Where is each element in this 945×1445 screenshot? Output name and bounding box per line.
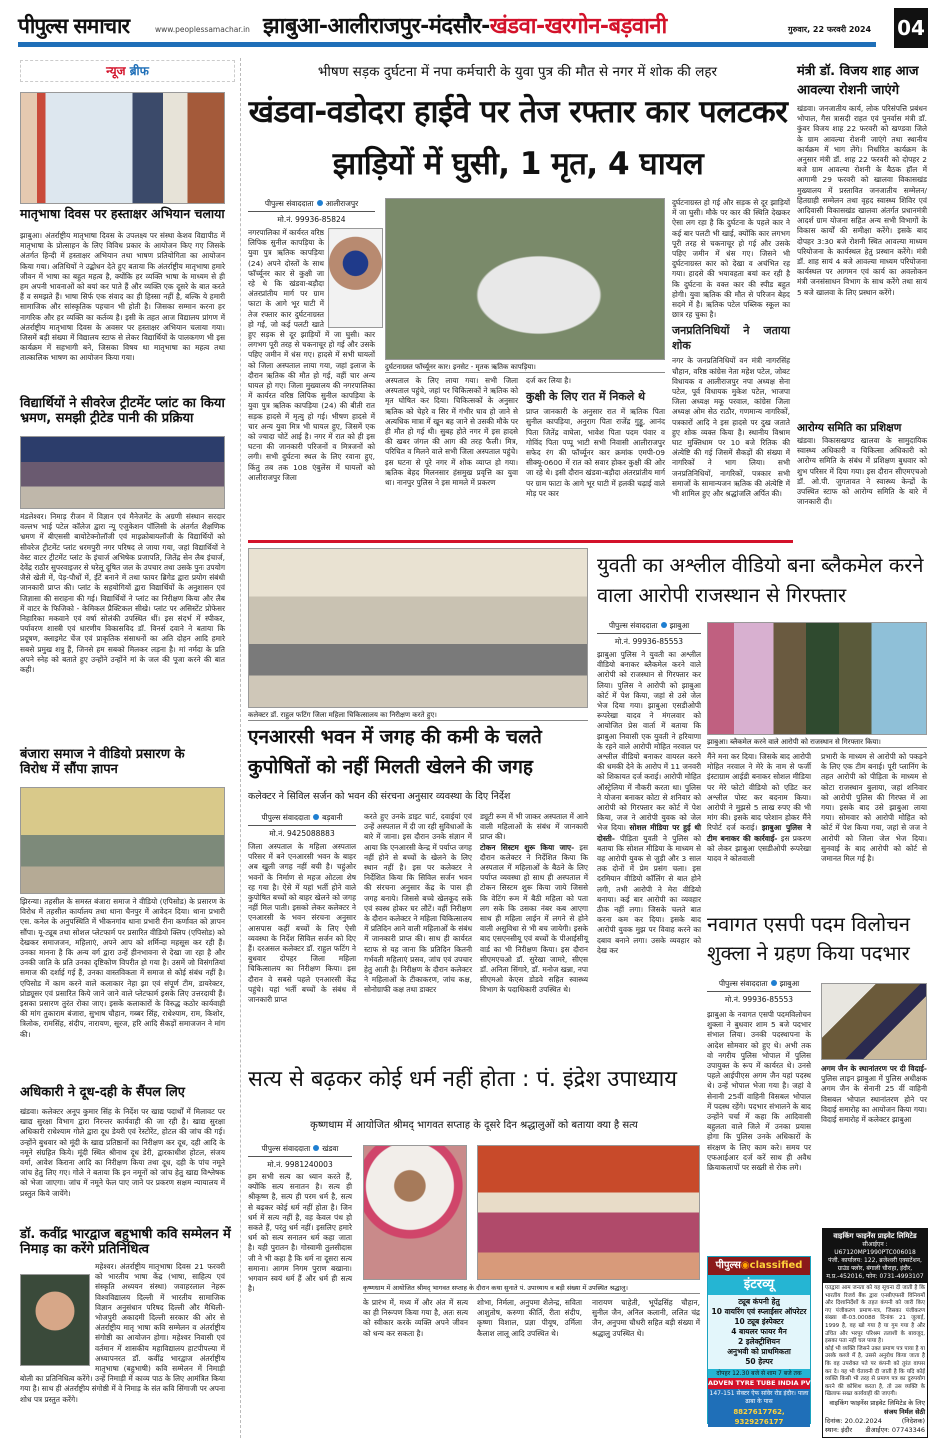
nrc-headline: एनआरसी भवन में जगह की कमी के चलते कुपोषितों को नहीं मिलती खेलने की जगह xyxy=(248,726,542,778)
byline-reporter: पीपुल्स संवाददाता xyxy=(261,1144,311,1153)
bullet-icon xyxy=(313,814,319,820)
photo-kavindra-bhardwaj xyxy=(20,1274,90,1366)
sp-col-2-text: पुलिस लाइन झाबुआ में पुलिस अधीक्षक अगम जैन के सेनानी 25 वीं वाहिनी विसबल भोपाल स्थानांतरण होने पर विदाई समारोह का आयोजन किया गया। विदाई समारोह में कलेक्टर झाबुआ xyxy=(821,1074,927,1125)
classified-line: 10 वायरिंग एवं स्प्लाईसर ऑपरेटर xyxy=(711,1307,807,1316)
classified-line: ट्यूब कंपनी हेतु xyxy=(738,1297,780,1306)
bullet-icon xyxy=(771,980,777,986)
lead-col-3 xyxy=(526,376,665,536)
byline-phone: मो.नं. 99936-85824 xyxy=(248,211,375,225)
notice-header xyxy=(823,1229,927,1283)
subhead-kukshi: कुक्षी के लिए रात में निकले थे xyxy=(526,390,646,404)
photo-devotees-crowd xyxy=(477,1145,700,1280)
bhagwat-col-4: नारायण चाहेती, भूपेंद्रसिंह चौहान, सुनील जैन, अनिल कलानी, ललित चंद्र जैन, अनुपमा चौधरी सहित बड़ी संख्या में श्रद्धालु उपस्थित थे। xyxy=(592,1298,700,1338)
classified-lines xyxy=(708,1295,810,1369)
blackmail-col-2 xyxy=(707,752,811,904)
notice-signatory: संजय निर्मल सेठी xyxy=(884,1408,925,1416)
body-kavi-sammelan xyxy=(20,1262,225,1432)
notice-date: दिनांक: 20.02.2024 xyxy=(825,1417,882,1425)
bullet-icon xyxy=(313,1145,319,1151)
notice-cin: सीआईएन : U67120MP1990PTC006018 xyxy=(834,1241,916,1256)
sp-byline xyxy=(707,978,811,1005)
sp-col-2 xyxy=(821,1064,927,1224)
notice-role: (निदेशक) xyxy=(901,1417,925,1425)
lead-headline: खंडवा-वडोदरा हाईवे पर तेज रफ्तार कार पलटकर झाड़ियों में घुसी, 1 मृत, 4 घायल xyxy=(248,86,788,194)
nrc-col-1: जिला अस्पताल के महिला अस्पताल परिसर में बने एनआरसी भवन के बाहर अब खुली जगह नहीं बची है। चहुंओर भवनों के निर्माण से महज ओटला शेष रह गया है। ऐसे में यहां भर्ती होने वाले कुपोषित बच्चों को बाहर खेलने को जगह नहीं मिल पाती। इसको लेकर कलेक्टर ने एनआरसी के भवन संरचना अनुसार आसपास कहीं बच्चों के लिए ऐसी व्यवस्था के निर्देश सिविल सर्जन को दिए हैं। दरअसल कलेक्टर डॉ. राहुल फटिंग ने बुधवार दोपहर जिला महिला चिकित्सालय का निरीक्षण किया। इस दौरान वे सबसे पहले एनआरसी केंद्र पहुंचे। यहां भर्ती बच्चों के संबंध में जानकारी प्राप्त xyxy=(248,842,356,1005)
issue-date: गुरुवार, 22 फरवरी 2024 xyxy=(788,25,872,34)
photo-pandit-upadhyay xyxy=(363,1145,467,1280)
lead-col-3-text: प्राप्त जानकारी के अनुसार रात में ऋतिक पिता सुनील कापड़िया, अनुराग पिता राजेंद्र गुड्डू, आनंद पिता जितेंद्र वाघेला, भावेश पिता पदम पंवार व गोविंद पिता पप्पू भाटी सभी निवासी आलीराजपुर सफेद रंग की फॉर्च्यूनर कार क्रमांक एमपी-09 सीक्यू-0600 में रात को सवार होकर कुक्षी की ओर जा रहे थे। इसी दौरान खंडवा-बड़ौदा अंतरप्रांतीय मार्ग पर ग्राम फाटा के आगे भूर घाटी में हलकी चढ़ाई वाले मोड़ पर कार xyxy=(526,407,665,498)
sidebar-sub-body: खंडवा। विकासखण्ड खालवा के सामुदायिक स्वास्थ्य अधिकारी व चिकित्सा अधिकारी को आरोग्य समिति के संबंध में प्रशिक्षण बुधवार को शुभ परिसर में दिया गया। इस दौरान सीएमएचओ डॉ. ओ.पी. जुगतावत ने स्वास्थ्य केन्द्रों के उपस्थित स्टाफ को आरोग्य समिति के बारे में जानकारी दी। xyxy=(797,436,927,507)
bhagwat-col-3: शोभा, निर्मला, अनुपमा शैलेन्द्र, सविता आशुतोष, करुणा कीर्ति, रीता संदीप, कृष्णा विशाल, प्रज्ञा पीयूष, उर्मिला कैलाश लालू आदि उपस्थित थे। xyxy=(477,1298,582,1338)
notice-address: पंजी. कार्यालय: 122, ब्रजेश्वरी एक्सटेंशन, ग्राउंड फ्लोर, बंगाली चौराहा, इंदौर, म.प्र.-452016, फोन: 0731-4993107 xyxy=(826,1257,924,1280)
notice-for-line: वाइकिंग फाइनेंस प्राइवेट लिमिटेड के लिए xyxy=(829,1399,925,1407)
lead-col-1 xyxy=(248,228,375,536)
headline-matribhasha: मातृभाषा दिवस पर हस्ताक्षर अभियान चलाया xyxy=(20,206,225,221)
nrc-photo-caption: कलेक्टर डॉ. राहुल फटिंग जिला महिला चिकित्सालय का निरीक्षण करते हुए। xyxy=(248,710,588,721)
classified-interview-title: इंटरव्यू xyxy=(708,1275,810,1295)
photo-banjara-memorandum xyxy=(20,787,225,894)
notice-company: वाइकिंग फाइनेंस प्राइवेट लिमिटेड xyxy=(833,1232,917,1240)
byline-phone: मो.नं. 9981240003 xyxy=(248,1156,352,1170)
nrc-col-3 xyxy=(480,812,588,1038)
classified-ad xyxy=(707,1256,831,1426)
photo-signature-campaign xyxy=(20,92,225,204)
section-rule xyxy=(248,540,793,543)
bhagwat-col-1: हम सभी सत्य का ध्यान करते हैं, क्योंकि सत्य सनातन है। सत्य ही श्रीकृष्ण है, सत्य ही परम धर्म है, सत्य से बढ़कर कोई धर्म नहीं होता है। जिन धर्म में सत्य नहीं है, वह केवल पंथ हो सकते हैं, परंतु धर्म नहीं। इसलिए हमारे धर्म को सत्य सनातन धर्म कहा जाता है। यही पुरातन है। गोस्वामी तुलसीदास जी ने भी कहा है कि धर्म ना दूसरा सत्य समाना। आगम निगम पुराण बखाना। भगवान स्वयं धर्म हैं और धर्म ही सत्य है। xyxy=(248,1172,352,1294)
bhagwat-col-2: के प्रारंभ में, मध्य में और अंत में सत्य का ही निरूपण किया गया है, अतः सत्य को स्वीकार करके व्यक्ति अपने जीवन को धन्य कर सकता है। xyxy=(363,1298,468,1338)
legal-notice xyxy=(822,1228,928,1438)
blackmail-photo-caption: झाबुआ। ब्लैकमेल करने वाले आरोपी को राजस्थान से गिरफ्तार किया। xyxy=(707,737,927,748)
nrc-subhead: कलेक्टर ने सिविल सर्जन को भवन की संरचना अनुसार व्यवस्था के दिए निर्देश xyxy=(248,791,511,802)
notice-body-para: कोई भी व्यक्ति जिसने उक्त प्रमाण पत्र पाया है या उसके कब्जे में है, उससे अनुरोध किया जाता है कि वह उपरोक्त पते पर कंपनी को तुरंत वापस कर दे। यह भी चेतावनी दी जाती है कि यदि कोई व्यक्ति किसी भी तरह से प्रमाण पत्र का दुरुपयोग करने की कोशिश करता है, तो उस व्यक्ति के खिलाफ सख्त कार्यवाही की जाएगी। xyxy=(825,1345,925,1398)
lead-col-3-lead: दर्ज कर लिया है। xyxy=(526,376,572,385)
headline-milk-samples: अधिकारी ने दूध-दही के सैंपल लिए xyxy=(20,1085,185,1100)
body-milk-samples: खंडवा। कलेक्टर अनूप कुमार सिंह के निर्देश पर खाद्य पदार्थों में मिलावट पर खाद्य सुरक्षा विभाग द्वारा निरन्तर कार्यवाही की जा रही है। खाद्य सुरक्षा अधिकारी राधेश्याम गोले द्वारा दूध डेयरी एवं रेस्टोरेंट, होटल की जांच की गई। उन्होंने बुधवार को मूंदी के खाद्य प्रतिष्ठानों का निरीक्षण कर दूध, दही आदि के नमूने संग्रहित किये। मूंदी स्थित श्रीनाथ दूध डेरी, द्वारकाधीश होटल, संजय वर्मा, आवेश किराना आदि का निरीक्षण किया तथा दूध, दही के पांच नमूने जांच हेतु लिए गए। गोले ने बताया कि इन नमूनों को जांच हेतु खाद्य विश्लेषक को भेजा जाएगा। जांच में नमूने फेल पाए जाने पर प्रकरण सक्षम न्यायालय में प्रस्तुत किये जायेंगे। xyxy=(20,1107,225,1198)
classified-brand: पीपुल्स xyxy=(715,1260,741,1271)
classified-line: अनुभवी को प्राथमिकता xyxy=(727,1347,791,1356)
lead-col-1-text: नगरपालिका में कार्यरत वरिष्ठ लिपिक सुनील कापड़िया के युवा पुत्र ऋतिक कापड़िया (24) अपने दोस्तों के साथ फॉर्च्यूनर कार से कुक्षी जा रहे थे कि खंडवा-बड़ौदा अंतरप्रांतीय मार्ग पर ग्राम फाटा के आगे भूर घाटी में तेज रफ्तार कार दुर्घटनाग्रस्त हो गई, जो कई पलटी खाते हुए सड़क से दूर झाड़ियों में जा घुसी। कार लगभग पूरी तरह से चकनाचूर हो गई और उसके पहिए जमीन में धंस गए। हादसे में सभी घायलों को जिला अस्पताल लाया गया, जहां इलाज के दौरान ऋतिक की मौत हो गई, वहीं चार अन्य घायल हो गए। जिला मुख्यालय की नगरपालिका में कार्यरत वरिष्ठ लिपिक सुनील कापड़िया के युवा पुत्र ऋतिक कापड़िया (24) की बीती रात सड़क हादसे में मृत्यु हो गई। भीषण हादसे में चार अन्य युवा मित्र भी घायल हुए, जिसमें एक को ज्यादा चोटें आई है। नगर में रात को ही इस घटना की जानकारी परिजनों व मित्रजनों को लगी। सभी दुर्घटना स्थल के लिए रवाना हुए, किंतु तब तक 108 एंबुलेंस में घायलों को आलीराजपुर जिला xyxy=(248,228,375,482)
kavi-body-rest: डॉ. कवींद्र भारद्वाज अंतर्राष्ट्रीय मातृभाषा (बहुभाषी) कवि सम्मेलन में निमाड़ी बोली का प्रतिनिधित्व करेंगे। उन्हें निमाड़ी में काव्य पाठ के लिए आमंत्रित किया गया है। साथ ही अंतर्राष्ट्रीय संगोष्ठी में वे निमाड़ के संत कवि सिंगाजी पर अपना शोध पत्र प्रस्तुत करेंगे। xyxy=(20,1353,226,1404)
byline-reporter: पीपुल्स संवाददाता xyxy=(608,621,658,630)
notice-footer-row xyxy=(825,1417,925,1426)
byline-location: आलीराजपुर xyxy=(325,199,359,208)
classified-label: classified xyxy=(749,1260,803,1271)
byline-reporter: पीपुल्स संवाददाता xyxy=(261,813,311,822)
sidebar-headline: मंत्री डॉ. विजय शाह आज आवल्या रोशनी जाएंगे xyxy=(797,64,919,98)
photo-accused-with-police xyxy=(707,622,927,735)
lead-col-4-text: दुर्घटनाग्रस्त हो गई और सड़क से दूर झाड़ियों में जा घुसी। मौके पर कार की स्थिति देखकर ऐसा लग रहा है कि दुर्घटना के पहले कार ने कई बार पलटी भी खाई, क्योंकि कार लगभग पूरी तरह से चकनाचूर हो गई और उसके पहिए जमीन में धंस गए। जिसने भी दुर्घटनाग्रस्त कार को देखा व अचंभित रह गया। हादसे की भयावहता बयां कर रही है कि दुर्घटना के वक्त कार की स्पीड बहुत होगी। युवा ऋतिक की मौत से परिजन बेहद सदमे में है। ऋतिक पटेल पब्लिक स्कूल का छात्र रह चुका है। xyxy=(672,198,790,320)
notice-footer-row xyxy=(825,1426,925,1435)
blackmail-col-3: प्रभारी के माध्यम से आरोपी को पकड़ने के लिए एक टीम बनाई। पूरी प्लानिंग के तहत आरोपी को पीड़िता के माध्यम से कोटा राजस्थान बुलाया, जहां शनिवार को आरोपी पुलिस की गिरफ्त में आ गया। इसके बाद उसे झाबुआ लाया गया। सोमवार को आरोपी मोहित को कोर्ट में पेश किया गया, जहां से जज ने आरोपी को जिला जेल भेज दिया। सुनवाई के बाद आरोपी को कोर्ट से जमानत मिल गई है। xyxy=(821,752,927,864)
bhagwat-byline xyxy=(248,1143,352,1170)
sp-col-1: झाबुआ के नवागत एसपी पदमविलोचन शुक्ला ने बुधवार शाम 5 बजे पदभार संभाल लिया। उनकी पदस्थापना के आदेश सोमवार को हुए थे। अभी तक वो नगरीय पुलिस भोपाल में पुलिस उपायुक्त के रूप में कार्यरत थे। उनसे पहले आईपीएस अगम जैन यहां पदस्थ थे। उन्हें भोपाल भेजा गया है। जहां वे सेनानी 25वीं वाहिनी विसबल भोपाल में पदस्थ रहेंगे। पदभार संभालने के बाद उन्होंने चर्चा में कहा कि आदिवासी बहुलता वाले जिले में उनका प्रयास होगा कि पुलिस उनके अधिकारों के संरक्षण के लिए काम करे। समय पर एफआईआर दर्ज करें साथ ही अवैध क्रियाकलापों पर सख्ती से रोक लगे। xyxy=(707,1010,811,1173)
lead-byline xyxy=(248,198,375,225)
sp-farewell-subhead: अगम जैन के स्थानांतरण पर दी विदाई- xyxy=(821,1064,927,1073)
body-sewage-plant: मंडलेश्वर। निमाड़ रीजन में विज्ञान एवं मैनेजमेंट के अग्रणी संस्थान सरदार वल्लभ भाई पटेल कॉलेज द्वारा न्यू एजुकेशन पॉलिसी के अंतर्गत शैक्षणिक भ्रमण में बीएससी बायोटेक्नोलॉजी एवं माइक्रोबायलॉजी के विद्यार्थियों को सीवरेज ट्रीटमेंट प्लांट धरमपुरी नगर परिषद ले जाया गया, जहां विद्यार्थियों ने वेस्ट वाटर ट्रीटमेंट प्लांट के इंचार्ज अभिषेक प्रजापति, जितेंद्र सेन लैब इंचार्ज, देवेंद्र राठौर सुपरवाइजर से घरेलू दूषित जल के उपचार तथा उसके पुनः उपयोग जैसे खेती में, पेड़-पौधों में, ईंटें बनाने में तथा फायर ब्रिगेड द्वारा प्रयोग संबंधी जानकारी प्राप्त की। प्लांट के सहयोगियों द्वारा विद्यार्थियों के अनुशासन एवं जिज्ञासा की सराहना की गई। विद्यार्थियों ने प्लांट का निरीक्षण किया और लैब में वाटर के फिजिको - केमिकल प्रैक्टिकल सीखे। प्लांट पर असिस्टेंट प्रोफेसर निहारिका मकवाने एवं वर्षा सोलंकी उपस्थित थीं। इस संदर्भ में स्पीकर, पर्यावरण शास्त्री एवं धारणीय विकासविद डॉ. विनर्स दवाने ने बताया कि प्रदूषण, क्लाइमेट चेंज एवं प्राकृतिक संसाधनों का अति दोहन आदि हमारे सबसे प्रमुख शत्रु हैं, जिनसे हम सबको मिलकर लड़ना है। मां नर्मदा के प्रति अपने स्नेह को बताते हुए उन्होंने उन्होंने मां के जल की पूजा करने की बात कही। xyxy=(20,512,225,675)
notice-din: डीआईएन: 07743346 xyxy=(865,1426,925,1434)
brief-label-red: न्यूज xyxy=(106,64,126,78)
headline-banjara: बंजारा समाज ने वीडियो प्रसारण के विरोध में सौंपा ज्ञापन xyxy=(20,747,185,777)
photo-collector-inspection xyxy=(248,548,588,708)
byline-location: झाबुआ xyxy=(669,621,690,630)
notice-body-para: एतद्वारा आम जनता को यह सूचना दी जाती है कि भारतीय रिजर्व बैंक द्वारा एनबीएफसी विनियमों और दिशानिर्देशों के तहत कंपनी को जारी किए गए पंजीकरण प्रमाण-पत्र, जिसका पंजीकरण संख्या बी-03.00088 दिनांक 21 जुलाई, 1999 है, वह खो गया है या गुम गया है और उचित और भरपूर परिश्रम तलाशी के बावजूद, इसका पता नहीं चल पाया है। xyxy=(825,1285,925,1345)
blackmail-social-subhead: सोशल मीडिया पर हुई थी दोस्ती- xyxy=(597,823,701,843)
news-brief-label xyxy=(20,60,235,82)
byline-location: खंडवा xyxy=(322,1144,339,1153)
classified-line: 10 ट्यूब इंस्पेक्टर xyxy=(734,1317,784,1326)
byline-phone: मो.नं. 99936-85553 xyxy=(707,991,811,1005)
logo: पीपुल्स समाचार xyxy=(18,14,130,38)
classified-phones[interactable]: 8827617762, 9329276177 xyxy=(708,1407,810,1427)
notice-body xyxy=(823,1283,927,1398)
nrc-col-3-lead: ड्यूटी रूम में भी जाकर अस्पताल में आने वाली महिलाओं के संबंध में जानकारी प्राप्त की। xyxy=(480,812,588,842)
bhagwat-headline: सत्य से बढ़कर कोई धर्म नहीं होता : पं. इंद्रेश उपाध्याय xyxy=(248,1067,678,1092)
header-rule xyxy=(18,42,876,47)
nrc-byline xyxy=(248,812,356,839)
nrc-token-subhead: टोकन सिस्टम शुरू किया जाए- xyxy=(480,842,575,852)
classified-line: 50 हेल्पर xyxy=(745,1357,773,1366)
website-url[interactable]: www.peoplessamachar.in xyxy=(155,25,250,34)
subhead-condolence: जनप्रतिनिधियों ने जताया शोक xyxy=(672,324,790,353)
page-number: 04 xyxy=(894,8,928,48)
nrc-col-2: करते हुए उनके डाइट चार्ट, दवाईयां एवं उन्हें अस्पताल में दी जा रही सुविधाओं के बारे में जाना। इस दौरान उनके संज्ञान में आया कि एनआरसी केन्द्र में पर्याप्त जगह नहीं होने से बच्चों के खेलने के लिए स्थान नहीं है। इस पर कलेक्टर ने निर्देशित किया कि सिविल सर्जन भवन की संरचना अनुसार केंद्र के पास ही जगह बनाये। जिससे बच्चे खेलकूद सकें एवं स्वस्थ होकर घर लौटें। वहीं निरीक्षण के दौरान कलेक्टर ने महिला चिकित्सालय में प्रतिदिन आने वाली महिलाओं के संबंध में जानकारी प्राप्त की। साथ ही कार्यरत स्टाफ से यह जाना कि प्रतिदिन कितनी गर्भवती महिलाएं प्रसव, जांच एवं उपचार हेतु आती है। निरीक्षण के दौरान कलेक्टर ने महिलाओं के टीकाकरण, जांच कक्ष, सोनोग्राफी कक्ष तथा डाक्टर xyxy=(364,812,472,995)
bullet-icon xyxy=(661,622,667,628)
classified-company: ADVEN TYRE TUBE INDIA PVT LTD xyxy=(708,1379,831,1387)
headline-sewage-plant: विद्यार्थियों ने सीवरेज ट्रीटमेंट प्लांट का किया भ्रमण, समझी ट्रीटेड पानी की प्रक्रिया xyxy=(20,396,225,426)
sp-headline: नवागत एसपी पदम विलोचन शुक्ला ने ग्रहण किया पदभार xyxy=(707,912,911,965)
body-matribhasha: झाबुआ। अंतर्राष्ट्रीय मातृभाषा दिवस के उपलक्ष्य पर संस्था केशव विद्यापीठ में मातृभाषा के प्रोत्साहन के लिए विविध प्रकार के आयोजन किए गए जिसके अंतर्गत हिन्दी में हस्ताक्षर अभियान तथा भाषण प्रतियोगिता का आयोजन किया गया। अतिथियों ने उद्बोधन देते हुए बताया कि अंतर्राष्ट्रीय मातृभाषा हमारे जीवन में भाषा का बहुत महत्व है, क्योंकि हर व्यक्ति भाषा के माध्यम से ही हम अपनी भावनाओं को बयां कर पाते हैं और व्यक्ति एक दूसरे के बात करते हैं व समझते हैं। भाषा सिर्फ एक संवाद का ही हिस्सा नहीं है, बल्कि ये हमारी सामाजिक और सांस्कृतिक पहचान भी होती है। जिसका सम्मान करना हर नागरिक और हर व्यक्ति का कर्तव्य है। इसी के तहत आज विद्यालय प्रांगण में अंतर्राष्ट्रीय मातृभाषा दिवस के अवसर पर हस्ताक्षर अभियान चलाया गया। जिसमें बड़ी संख्या में विद्यालय स्टाफ से लेकर विद्यार्थियों के पालकगण भी इस कार्यक्रम में सहभागी बने, जिसका विषय था मातृभाषा का महत्व तथा तात्कालिक भाषण का आयोजन किया गया। xyxy=(20,231,225,363)
photo-students xyxy=(20,436,225,509)
edition-title xyxy=(263,10,667,40)
lead-kicker: भीषण सड़क दुर्घटना में नपा कर्मचारी के युवा पुत्र की मौत से नगर में शोक की लहर xyxy=(317,64,718,80)
classified-line: 4 बायलर फायर मैन xyxy=(731,1327,787,1336)
byline-phone: मो.नं. 99936-85553 xyxy=(597,633,701,647)
lead-col-4 xyxy=(672,198,790,536)
classified-line: 2 इलेक्ट्रीशियन xyxy=(738,1337,780,1346)
sidebar-subhead: आरोग्य समिति का प्रशिक्षण xyxy=(797,422,902,434)
headline-kavi-sammelan: डॉ. कवींद्र भारद्वाज बहुभाषी कवि सम्मेलन में निमाड़ का करेंगे प्रतिनिधित्व xyxy=(20,1227,231,1257)
blackmail-col-2-text: मैंने मना कर दिया। जिसके बाद आरोपी मोहित नरवाल ने मेरे के नाम से फर्जी इंस्टाग्राम आईडी बनाकर सोशल मीडिया पर मेरे फोटो वीडियो को एडिट कर अश्लील पोस्ट कर बदनाम किया। आरोपी ने मुझसे 5 लाख रुपए की भी मांग की। इसके बाद परेशान होकर मैंने रिपोर्ट दर्ज कराई। xyxy=(707,752,811,833)
column-divider xyxy=(240,58,241,1438)
byline-phone: मो.नं. 9425088883 xyxy=(248,825,356,839)
bhagwat-photo-caption: कृष्णधाम में आयोजित श्रीमद् भागवत सप्ताह के दौरान कथा सुनाते पं. उपाध्याय व बड़ी संख्या में उपस्थित श्रद्धालु। xyxy=(363,1283,700,1294)
byline-location: बड़वानी xyxy=(322,813,343,822)
byline-reporter: पीपुल्स संवाददाता xyxy=(718,979,768,988)
blackmail-col-1 xyxy=(597,650,701,1040)
blackmail-col-2-rest: इस प्रकरण को लेकर झाबुआ एसडीओपी रूपरेखा यादव ने कोतवाली xyxy=(707,833,811,864)
nrc-col-3-text: इस दौरान कलेक्टर ने निर्देशित किया कि अस्पताल में महिलाओं के बैठने के लिए पर्याप्त व्यवस्था हो साथ ही अस्पताल में टोकन सिस्टम शुरू किया जाये जिससे कि वेटिंग रूम में बैठी महिला को पता लग सके कि उसका नंबर कब आएगा साथ ही महिला लाईन में लगने से होने वाली असुविधा से भी बच जायेगी। इसके बाद एसएनसीयू एवं बच्चों के पीआईसीयू वार्ड का भी निरीक्षण किया। इस दौरान सीएमएचओ डॉ. सुरेखा जामरे, सीएस डॉ. अनिता सिंगारे, डॉ. मनोज खन्ना, नपा सीएमओ केएस डोडवे सहित स्वास्थ्य विभाग के पदाधिकारी उपस्थित थे। xyxy=(480,842,588,995)
classified-banner xyxy=(708,1257,810,1275)
lead-photo-caption: दुर्घटनाग्रस्त फॉर्च्यूनर कार। इनसेट - मृतक ऋतिक कापड़िया। xyxy=(385,362,665,373)
classified-timing: दोपहर 12.30 बजे से शाम 7 बजे तक xyxy=(708,1369,810,1378)
edition-title-black: झाबुआ-आलीराजपुर-मंदसौर- xyxy=(263,14,490,39)
blackmail-col-1-rest: पीड़िता युवती ने पुलिस को बताया कि सोशल मीडिया के माध्यम से वह आरोपी युवक से जुड़ी और 3 साल तक दोनों में प्रेम प्रसंग चला। इस दरमियान वीडियो कॉलिंग से बात होने लगी, तभी आरोपी ने मेरा वीडियो बनाया। कई बार आरोपी का व्यवहार ठीक नहीं लगा। जिसके चलते बात करना कम कर दिया। इसके बाद आरोपी युवक मुझ पर विवाह करने का दबाव बनाने लगा। उसके व्यवहार को देख कर xyxy=(597,833,701,955)
kavi-body-intro: महेश्वर। अंतर्राष्ट्रीय मातृभाषा दिवस 21 फरवरी को भारतीय भाषा केंद्र (भाषा, साहित्य एवं संस्कृति अध्ययन संस्था) जवाहरलाल नेहरू विश्वविद्यालय दिल्ली में भारतीय सामाजिक विज्ञान अनुसंधान परिषद दिल्ली और मैथिली-भोजपुरी अकादमी दिल्ली सरकार की ओर से अंतर्राष्ट्रीय मातृ भाषा कवि सम्मेलन व अंतर्राष्ट्रीय संगोष्ठी का आयोजन होगा। महेश्वर निवासी एवं वर्तमान में शासकीय महाविद्यालय हाटपीपल्या में अध्यापनरत xyxy=(95,1262,225,1363)
blackmail-team-subhead: झाबुआ पुलिस ने टीम बनाकर की कार्रवाई- xyxy=(707,823,811,843)
edition-title-red: खंडवा-खरगोन-बड़वानी xyxy=(489,14,667,39)
blackmail-headline: युवती का अश्लील वीडियो बना ब्लैकमेल करने वाला आरोपी राजस्थान से गिरफ्तार xyxy=(597,553,924,607)
location-pin-icon: ◉ xyxy=(740,1260,750,1271)
body-banjara: झिरन्या। तहसील के समस्त बंजारा समाज ने वीडियो (एपिसोड) के प्रसारण के विरोध में तहसील कार्यालय तथा थाना चैनपुर में आवेदन दिया। थाना प्रभारी एस. कनेल के अनुपस्थिति में भीकनगांव थाना प्रभारी रीना कर्णावत को ज्ञापन सौंपा। यू-ट्यूब तथा सोशल प्लेटफार्म पर प्रसारित वीडियो क्लिप (एपिसोड) को देखकर समाजजन, महिलाएं, अपने आप को शर्मिन्दा महसूस कर रही हैं। उनका मानना है कि अन्य वर्ग द्वारा उन्हें हीनभावना से देखा जा रहा है और उनकी जाति के प्रति उनका दृष्टिकोण विपरीत हो गया है। उसमें जो विसंगतियां समाज की दर्शाई गई हैं, उनका वास्तविकता में समाज से कोई संबंध नहीं है। एपिसोड में काम करने वाले कलाकार नेहा झा एवं संपूर्ण टीम, डायरेक्टर, प्रोड्यूसर एवं प्रसारित किये जाने जाने वाले प्लेटफार्म इसके लिए उत्तरदायी हैं। इसका प्रसारण तुरंत रोका जाए। इसके कलाकारों के विरुद्ध कठोर कार्यवाही की मांग तुकाराम बंजारा, सुभाष चौहान, गब्बर सिंह, राधेश्याम, राम, किशोर, त्रिलोक, रामसिंह, संदीप, नारायण, सूरज, हरि आदि सैकड़ों समाजजन ने मांग की। xyxy=(20,897,225,1039)
notice-place: स्थान: इंदौर xyxy=(825,1426,853,1434)
blackmail-byline xyxy=(597,620,701,647)
byline-location: झाबुआ xyxy=(779,979,800,988)
bhagwat-subhead: कृष्णधाम में आयोजित श्रीमद् भागवत सप्ताह के दूसरे दिन श्रद्धालुओं को बताया क्या है सत्य xyxy=(310,1120,638,1131)
lead-col-4-rest: नगर के जनप्रतिनिधियों वन मंत्री नागरसिंह चौहान, वरिष्ठ कांग्रेस नेता महेश पटेल, जोबट विधायक व आलीराजपुर नपा अध्यक्ष सेना पटेल, पूर्व विधायक मुकेश पटेल, भाजपा जिला अध्यक्ष मकू परवाल, कांग्रेस जिला अध्यक्ष ओम सेठ राठौर, गणमान्य नागरिकों, पत्रकारों आदि ने इस हादसे पर दुख जताते हुए शोक व्यक्त किया है। स्थानीय विश्राम घाट मुक्तिधाम पर 10 बजे रितिक की अंत्येष्टि की गई जिसमें सैकड़ों की संख्या में नागरिकों ने भाग लिया। सभी जनप्रतिनिधियों, नागरिकों, पत्रकार सभी समाजों के सामान्यजन ऋतिक की अंत्येष्टि में भी शामिल हुए और श्रद्धांजलि अर्पित की। xyxy=(672,356,790,499)
photo-new-sp xyxy=(821,983,927,1060)
lead-col-2: अस्पताल के लिए लाया गया। सभी जिला अस्पताल पहुंचे, जहां पर चिकित्सकों ने ऋतिक को मृत घोषित कर दिया। चिकित्सकों के अनुसार ऋतिक को चेहरे व सिर में गंभीर घाव हो जाने से अत्यधिक मात्रा में खून बह जाने से उसकी मौके पर ही मौत हो गई थी। सुबह होते नगर में इस हादसे की खबर जंगल की आग की तरह फैली। मित्र, परिचित व मिलने वाले सभी जिला अस्पताल पहुंचे। इस घटना से पूरे नगर में शोक व्याप्त हो गया। ऋतिक बेहद मिलनसार हंसमुख प्रवृत्ति का युवा था। नानपुर पुलिस ने इस मामले में प्रकरण xyxy=(385,376,518,488)
classified-address: 147-151 सेक्टर ऐफ सांवेर रोड इंदौर। पाला ढाबा के पास xyxy=(709,1390,809,1405)
photo-inset-deceased xyxy=(328,228,383,328)
byline-reporter: पीपुल्स संवाददाता xyxy=(264,199,314,208)
sidebar-body: खंडवा। जनजातीय कार्य, लोक परिसंपत्ति प्रबंधन भोपाल, गैस त्रासदी राहत एवं पुनर्वास मंत्री डॉ. कुंवर विजय शाह 22 फरवरी को खण्डवा जिले के ग्राम आवल्या रोशनी जाएंगे तथा स्थानीय कार्यक्रम में भाग लेंगे। निर्धारित कार्यक्रम के अनुसार मंत्री डॉ. शाह 22 फरवरी को दोपहर 2 बजे ग्राम आवल्या रोशनी के बैठक हॉल में आगामी 29 फरवरी को खालवा विकासखंड मुख्यालय में प्रस्तावित जनजातीय सम्मेलन/हितग्राही सम्मेलन तथा वृहद स्वास्थ्य शिविर एवं आदिवासी विकासखंड खालवा अंतर्गत प्रधानमंत्री आदर्श ग्राम योजना सहित अन्य सभी विभागों के विकास कार्यों की समीक्षा करेंगे। इसके बाद दोपहर 3:30 बजे रोशनी स्थित आवल्या माध्यम परियोजना के कार्यस्थल हेतु प्रस्थान करेंगे। मंत्री डॉ. शाह सायं 4 बजे आवल्या माध्यम परियोजना कार्यस्थल पर आगमन एवं कार्य का अवलोकन मंत्री जनसंसाधन विभाग के साथ करेंगे तथा सायं 5 बजे खालवा के लिए प्रस्थान करेंगे। xyxy=(797,104,927,297)
brief-label-blue: ब्रीफ xyxy=(129,64,149,78)
photo-crashed-car xyxy=(385,198,665,360)
bullet-icon xyxy=(317,200,323,206)
blackmail-col-1-text: झाबुआ पुलिस ने युवती का अश्लील वीडियो बनाकर ब्लैकमेल करने वाले आरोपी को राजस्थान से गिरफ्तार कर लिया। पुलिस ने आरोपी को झाबुआ कोर्ट में पेश किया, जहां से उसे जेल भेज दिया गया। झाबुआ एसडीओपी रूपरेखा यादव ने मंगलवार को आयोजित प्रेस वार्ता में बताया कि झाबुआ निवासी एक युवती ने हरियाणा के रहने वाले आरोपी मोहित नरवाल पर अश्लील वीडियो बनाकर वायरल करने की धमकी देने के आरोप में 11 जनवरी को शिकायत दर्ज कराई। आरोपी मोहित ऑस्ट्रेलिया में नौकरी करता था। पुलिस ने योजना बनाकर कोटा से शनिवार को आरोपी को गिरफ्तार कर कोर्ट में पेश किया, जज ने आरोपी युवक को जेल भेज दिया। xyxy=(597,650,701,833)
notice-signoff xyxy=(823,1398,927,1437)
